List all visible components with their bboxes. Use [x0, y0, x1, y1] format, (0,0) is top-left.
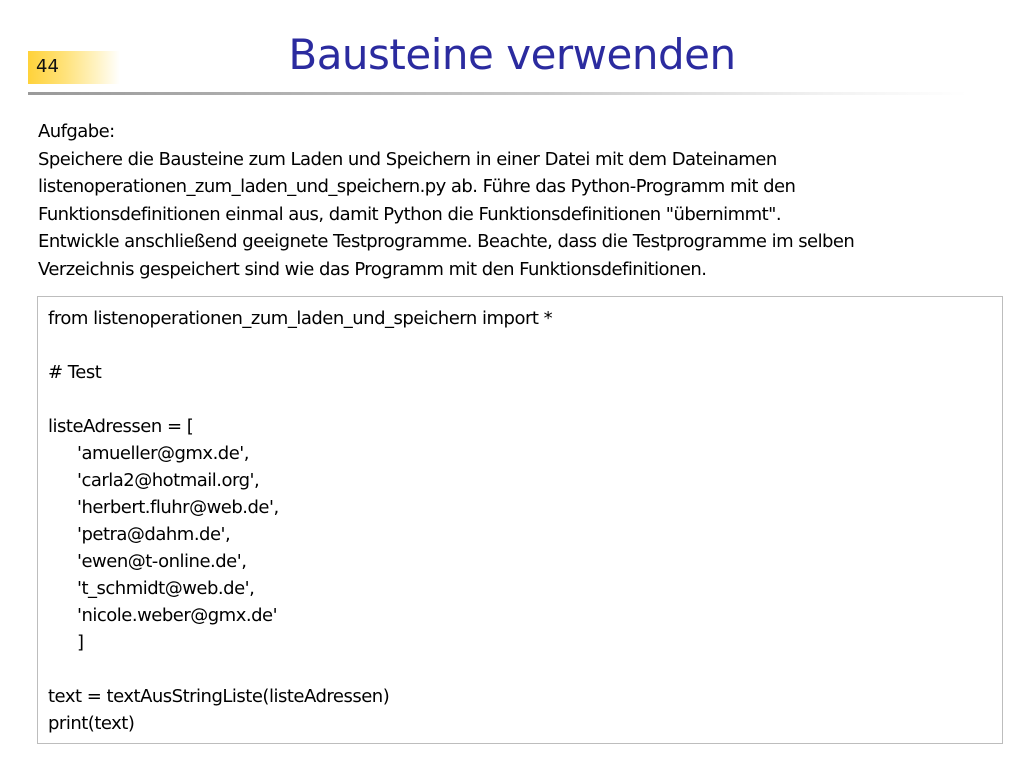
code-line: # Test	[48, 362, 102, 383]
task-line: Verzeichnis gespeichert sind wie das Programm mit den Funktionsdefinitionen.	[38, 258, 707, 280]
code-block	[37, 296, 1003, 744]
task-line: listenoperationen_zum_laden_und_speichern.py ab. Führe das Python-Programm mit den	[38, 176, 796, 197]
code-line: 'petra@dahm.de',	[77, 524, 231, 545]
code-line: listeAdressen = [	[48, 416, 194, 437]
code-line: 'ewen@t-online.de',	[77, 551, 247, 572]
code-line	[48, 656, 552, 683]
code-line	[48, 386, 552, 413]
code-line: 't_schmidt@web.de',	[77, 578, 255, 599]
page-number: 44	[36, 56, 59, 77]
code-line: 'amueller@gmx.de',	[77, 443, 249, 464]
task-line: Entwickle anschließend geeignete Testprogramme. Beachte, dass die Testprogramme im selben	[38, 231, 855, 252]
task-description	[38, 118, 1013, 283]
title-divider	[28, 92, 968, 95]
code-line: ]	[77, 632, 84, 653]
task-heading: Aufgabe:	[38, 121, 115, 142]
task-line: Funktionsdefinitionen einmal aus, damit Python die Funktionsdefinitionen "übernimmt".	[38, 203, 781, 225]
slide-title: Bausteine verwenden	[288, 30, 736, 79]
code-listing	[48, 305, 552, 737]
code-line: 'carla2@hotmail.org',	[77, 470, 260, 491]
code-line: print(text)	[48, 713, 135, 734]
code-line: 'nicole.weber@gmx.de'	[77, 605, 278, 626]
code-line: 'herbert.fluhr@web.de',	[77, 497, 279, 518]
task-line: Speichere die Bausteine zum Laden und Speichern in einer Datei mit dem Dateinamen	[38, 148, 777, 170]
code-line	[48, 332, 552, 359]
code-line: text = textAusStringListe(listeAdressen)	[48, 686, 390, 707]
code-line: from listenoperationen_zum_laden_und_speichern import *	[48, 308, 553, 329]
